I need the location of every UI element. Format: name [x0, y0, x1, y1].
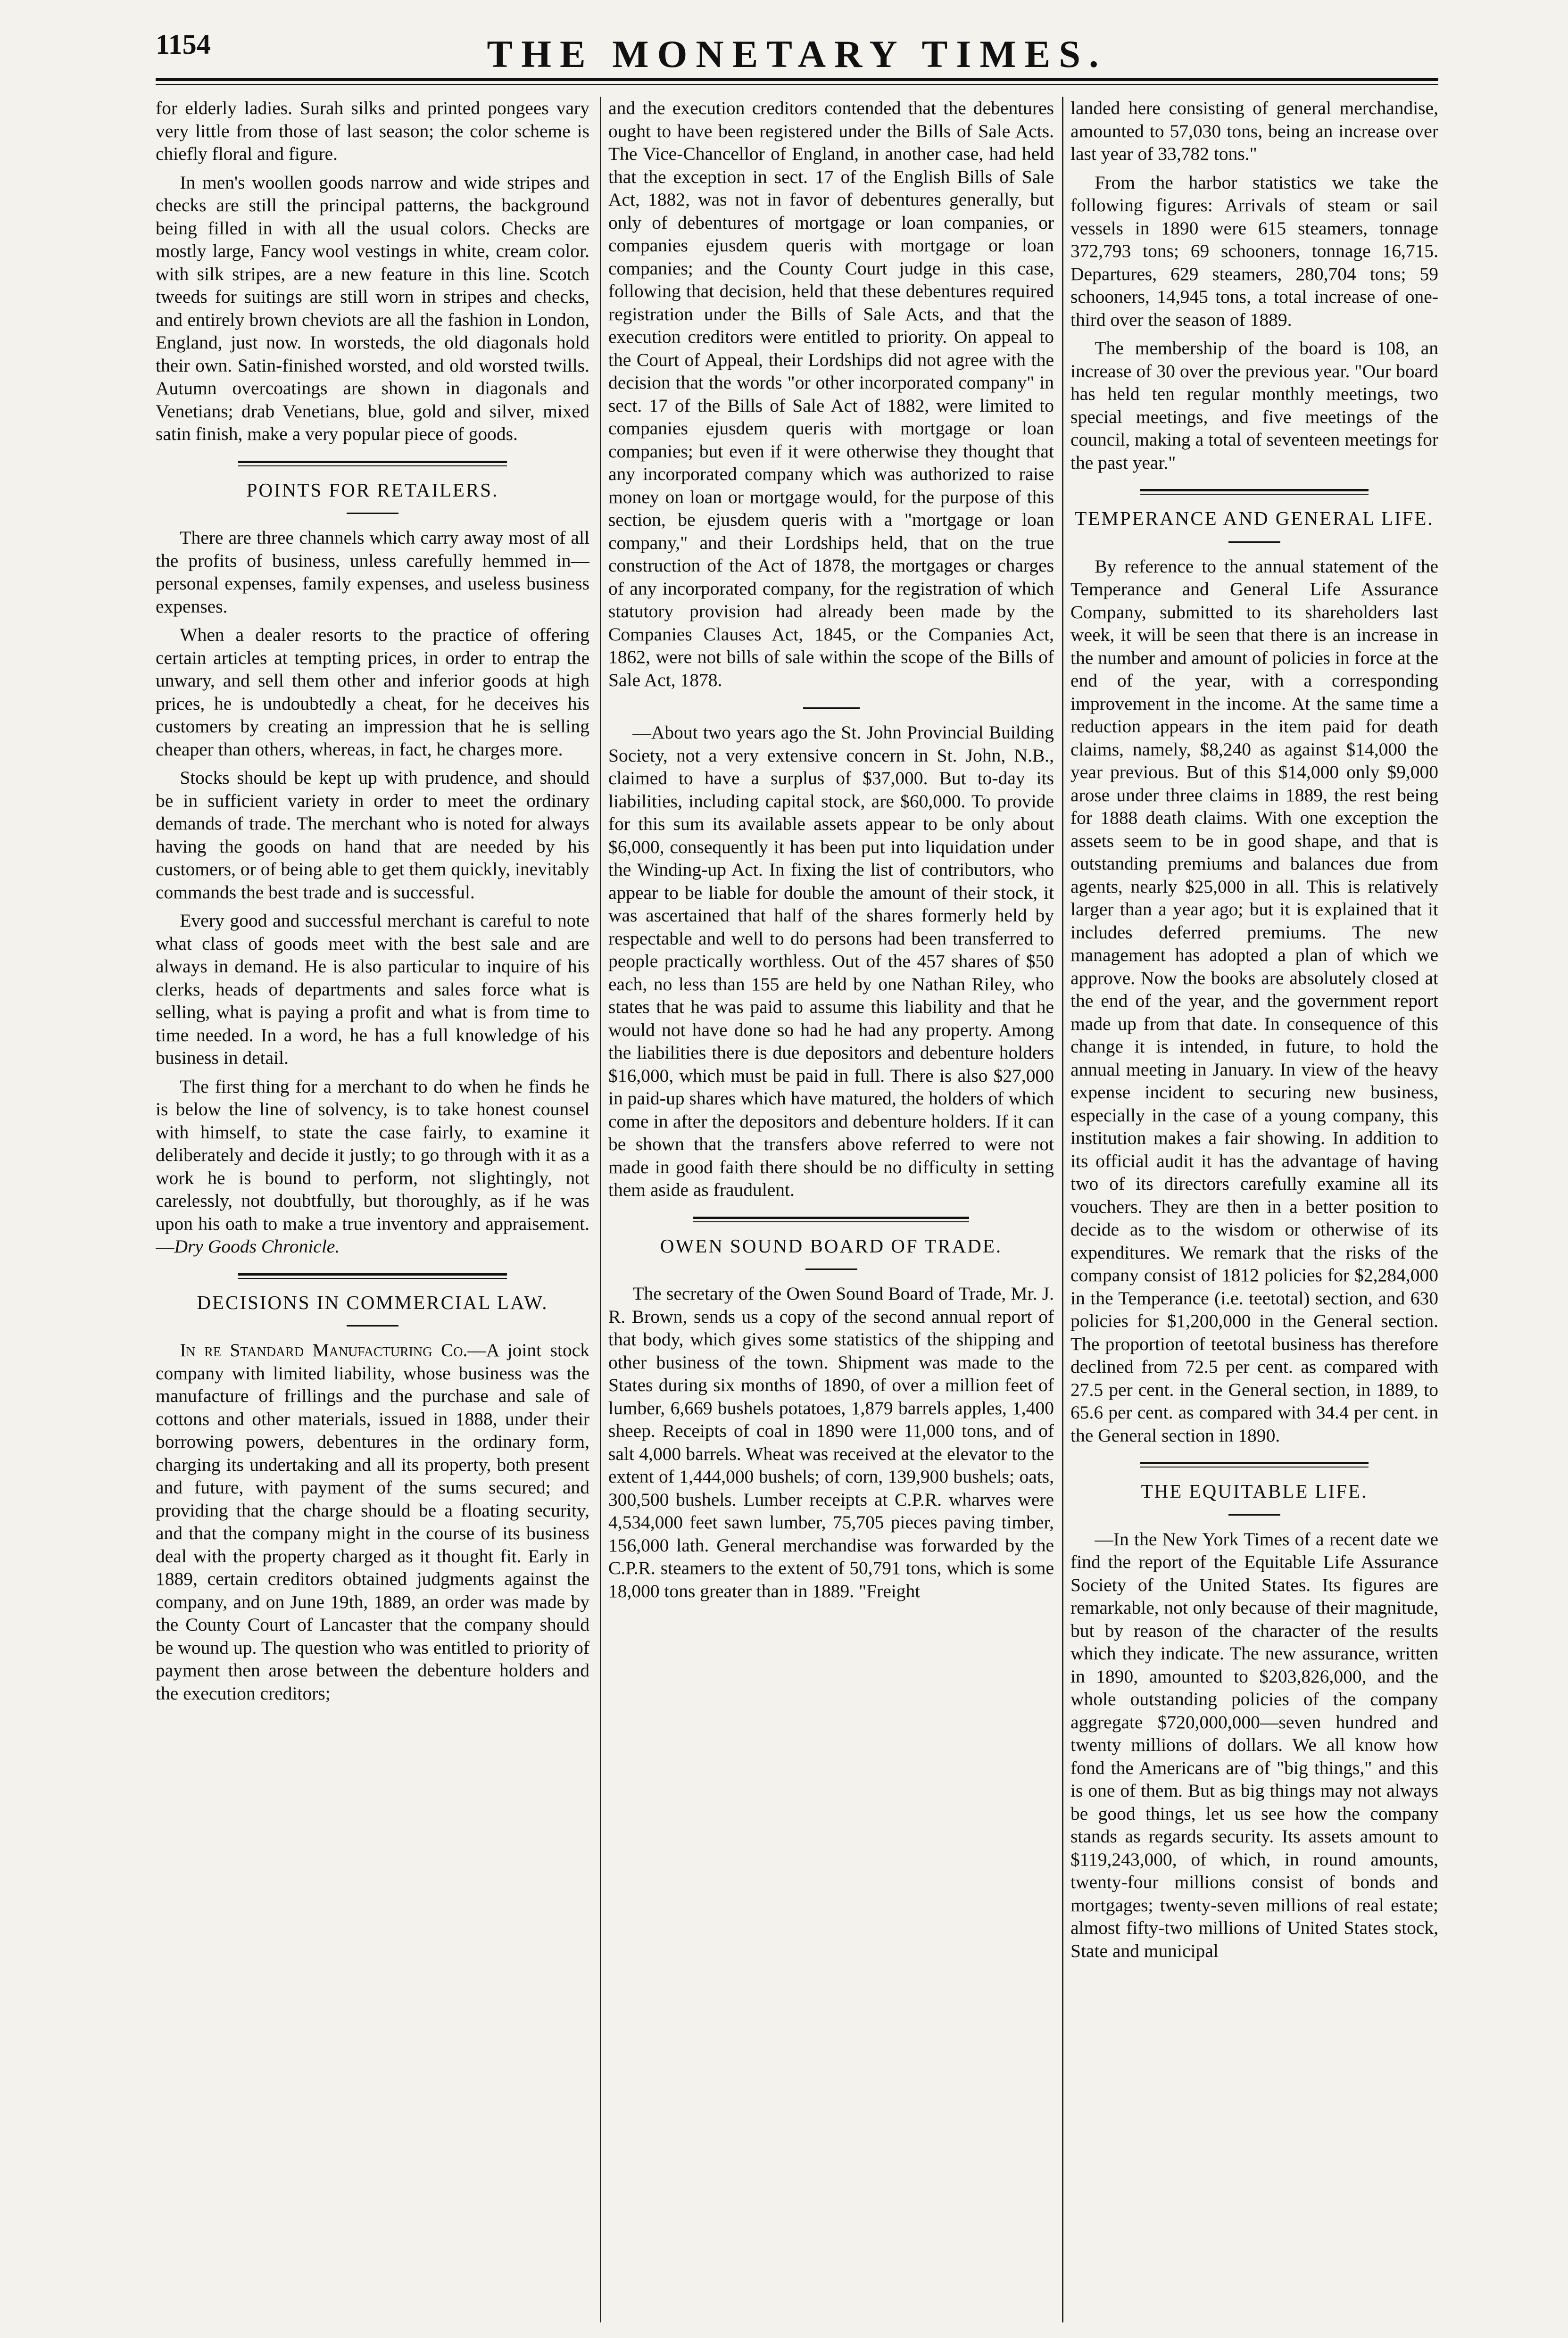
paragraph: From the harbor statistics we take the following figures: Arrivals of steam or sail vessels in 1890 were 615 steamers, tonnage 372,793 tons; 69 schooners, tonnage 16,715. Departures, 629 steamers, 280,704 tons; 59 schooners, 14,945 tons, a total increase of one-third over the season of 1889. — [1070, 172, 1438, 330]
column-divider — [600, 97, 601, 2322]
headline-the-equitable-life: THE EQUITABLE LIFE. — [1141, 1480, 1368, 1502]
section-separator — [238, 1273, 507, 1279]
page-number: 1154 — [156, 29, 211, 60]
journal-title: THE MONETARY TIMES. — [487, 33, 1107, 75]
paragraph — [156, 1339, 589, 1705]
headline-rule — [805, 1268, 857, 1270]
headline-decisions-in-commercial-law: DECISIONS IN COMMERCIAL LAW. — [197, 1291, 548, 1313]
section-separator — [1140, 1462, 1369, 1467]
column-divider — [1062, 97, 1063, 2322]
section-separator — [1140, 489, 1369, 495]
paragraph: By reference to the annual statement of the Temperance and General Life Assurance Company, submitted to its shareholders last week, it will be seen that there is an increase in the number and amount of policies in force at the end of the year, with a corresponding improvement in the income. At the same time a reduction appears in the item paid for death claims, namely, $8,240 as against $14,000 the year previous. But of this $14,000 only $9,000 arose under three claims in 1889, the rest being for 1888 death claims. With one exception the assets seem to be in good shape, and that is outstanding premiums and balances due from agents, nearly $25,000 in all. This is relatively larger than a year ago; but it is explained that it includes deferred premiums. The new management has adopted a plan of which we approve. Now the books are absolutely closed at the end of the year, and the government report made up from that date. In consequence of this change it is intended, in future, to hold the annual meeting in January. In view of the heavy expense incident to securing new business, especially in the case of a young company, this institution makes a fair showing. In addition to its official audit it has the advantage of having two of its directors carefully examine all its vouchers. They are then in a better position to decide as to the wisdom or otherwise of its expenditures. We remark that the risks of the company consist of 1812 policies for $2,284,000 in the Temperance (i.e. teetotal) section, and 630 policies for $1,200,000 in the General section. The proportion of teetotal business has therefore declined from 72.5 per cent. as compared with 27.5 per cent. in the General section, in 1889, to 65.6 per cent. as compared with 34.4 per cent. in the General section in 1890. — [1070, 555, 1438, 1446]
paragraph: —About two years ago the St. John Provincial Building Society, not a very extensive concern in St. John, N.B., claimed to have a surplus of $37,000. But to-day its liabilities, including capital stock, are $60,000. To provide for this sum its available assets appear to be only about $6,000, consequently it has been put into liquidation under the Winding-up Act. In fixing the list of contributors, who appear to be liable for double the amount of their stock, it was ascertained that half of the shares formerly held by respectable and well to do persons had been transferred to people practically worthless. Out of the 457 shares of $50 each, no less than 155 are held by one Nathan Riley, who states that he was paid to assume this liability and that he would not have done so had he had any property. Among the liabilities there is due depositors and debenture holders $16,000, which must be paid in full. There is also $27,000 in paid-up shares which have matured, the holders of which come in after the depositors and debenture holders. If it can be shown that the transfers above referred to were not made in good faith there should be no difficulty in setting them aside as fraudulent. — [608, 722, 1054, 1200]
headline-rule — [347, 513, 398, 514]
paragraph: Every good and successful merchant is careful to note what class of goods meet with the best sale and are always in demand. He is also particular to inquire of his clerks, heads of departments and sales force what is selling, what is paying a profit and what is from time to time needed. In a word, he has a full knowledge of his business in detail. — [156, 910, 589, 1068]
paragraph: In men's woollen goods narrow and wide stripes and checks are still the principal patterns, the background being filled in with all the usual colors. Checks are mostly large, Fancy wool vestings in white, cream color. with silk stripes, are a new feature in this line. Scotch tweeds for suitings are still worn in stripes and checks, and entirely brown cheviots are all the fashion in London, England, just now. In worsteds, the old diagonals hold their own. Satin-finished worsted, and old worsted twills. Autumn overcoatings are shown in diagonals and Venetians; drab Venetians, blue, gold and silver, mixed satin finish, make a very popular piece of goods. — [156, 172, 589, 444]
paragraph-text: —A joint stock company with limited liability, whose business was the manufacture of frillings and the purchase and sale of cottons and other materials, issued in 1888, under their borrowing powers, debentures in the ordinary form, charging its undertaking and all its property, both present and future, with payment of the sums secured; and providing that the charge should be a floating security, and that the company might in the course of its business deal with the property charged as it thought fit. Early in 1889, certain creditors obtained judgments against the company, and on June 19th, 1889, an order was made by the County Court of Lancaster that the company should be wound up. The question who was entitled to priority of payment then arose between the debenture holders and the execution creditors; — [156, 1340, 589, 1704]
headline-owen-sound-board-of-trade: OWEN SOUND BOARD OF TRADE. — [660, 1235, 1003, 1257]
section-separator — [238, 461, 507, 466]
headline-rule — [1228, 1514, 1280, 1516]
header-rule — [156, 78, 1438, 85]
column-3 — [1070, 97, 1438, 2322]
column-2 — [608, 97, 1054, 2322]
paragraph: The membership of the board is 108, an increase of 30 over the previous year. "Our board has held ten regular monthly meetings, two special meetings, and five meetings of the council, making a total of seventeen meetings for the past year." — [1070, 338, 1438, 473]
masthead — [156, 19, 1438, 75]
paragraph: for elderly ladies. Surah silks and printed pongees vary very little from those of last season; the color scheme is chiefly floral and figure. — [156, 98, 589, 164]
headline-points-for-retailers: POINTS FOR RETAILERS. — [246, 479, 499, 501]
article-separator — [803, 707, 860, 709]
paragraph-text: The first thing for a merchant to do when he finds he is below the line of solvency, is to take honest counsel with himself, to state the case fairly, to examine it deliberately and decide it justly; to go through with it as a work he is bound to perform, not slightingly, not carelessly, not doubtfully, but thoroughly, as if he was upon his oath to make a true inventory and appraisement.— — [156, 1076, 589, 1257]
paragraph: landed here consisting of general merchandise, amounted to 57,030 tons, being an increase over last year of 33,782 tons." — [1070, 98, 1438, 164]
paragraph: and the execution creditors contended that the debentures ought to have been registered under the Bills of Sale Acts. The Vice-Chancellor of England, in another case, had held that the exception in sect. 17 of the English Bills of Sale Act, 1882, was not in favor of debentures generally, but only of debentures of mortgage or loan companies, or companies ejusdem queris with mortgage or loan companies; and the County Court judge in this case, following that decision, held that these debentures required registration under the Bills of Sale Acts, and that the execution creditors were entitled to priority. On appeal to the Court of Appeal, their Lordships did not agree with the decision that the words "or other incorporated company" in sect. 17 of the Bills of Sale Act of 1882, were limited to companies ejusdem queris with mortgage or loan companies; but even if it were otherwise they thought that any incorporated company which was authorized to raise money on loan or mortgage would, for the purpose of this section, be ejusdem queris with a "mortgage or loan company," and their Lordships held, that on the true construction of the Act of 1878, the mortgages or charges of any incorporated company, for the registration of which statutory provision had already been made by the Companies Clauses Act, 1845, or the Companies Act, 1862, were not bills of sale within the scope of the Bills of Sale Act, 1878. — [608, 98, 1054, 690]
headline-temperance-and-general-life: TEMPERANCE AND GENERAL LIFE. — [1075, 507, 1434, 529]
paragraph: When a dealer resorts to the practice of offering certain articles at tempting prices, in order to entrap the unwary, and sell them other and inferior goods at high prices, he is undoubtedly a cheat, for he deceives his customers by creating an impression that he is selling cheaper than others, whereas, in fact, he charges more. — [156, 624, 589, 760]
headline-rule — [347, 1325, 398, 1327]
column-1 — [156, 97, 589, 2322]
case-title: In re Standard Manufacturing Co. — [180, 1340, 468, 1360]
headline-rule — [1228, 541, 1280, 543]
paragraph — [156, 1075, 589, 1258]
source-credit: Dry Goods Chronicle. — [174, 1236, 340, 1257]
paragraph: —In the New York Times of a recent date we find the report of the Equitable Life Assurance Society of the United States. Its figures are remarkable, not only because of their magnitude, but by reason of the character of the results which they indicate. The new assurance, written in 1890, amounted to $203,826,000, and the whole outstanding policies of the company aggregate $720,000,000—seven hundred and twenty millions of dollars. We all know how fond the Americans are of "big things," and this is one of them. But as big things may not always be good things, let us see how the company stands as regards security. Its assets amount to $119,243,000, of which, in round amounts, twenty-four millions consist of bonds and mortgages; twenty-seven millions of real estate; almost fifty-two millions of United States stock, State and municipal — [1070, 1528, 1438, 1961]
paragraph: There are three channels which carry away most of all the profits of business, unless carefully hemmed in—personal expenses, family expenses, and useless business expenses. — [156, 527, 589, 617]
paragraph: The secretary of the Owen Sound Board of Trade, Mr. J. R. Brown, sends us a copy of the second annual report of that body, which gives some statistics of the shipping and other business of the town. Shipment was made to the States during six months of 1890, of over a million feet of lumber, 6,669 bushels potatoes, 1,879 barrels apples, 1,400 sheep. Receipts of coal in 1890 were 11,000 tons, and of salt 4,000 barrels. Wheat was received at the elevator to the extent of 1,444,000 bushels; of corn, 139,900 bushels; oats, 300,500 bushels. Lumber receipts at C.P.R. wharves were 4,534,000 feet sawn lumber, 75,705 pieces paving timber, 156,000 lath. General merchandise was forwarded by the C.P.R. steamers to the extent of 50,791 tons, which is some 18,000 tons greater than in 1889. "Freight — [608, 1283, 1054, 1601]
section-separator — [693, 1217, 970, 1222]
paragraph: Stocks should be kept up with prudence, and should be in sufficient variety in order to meet the ordinary demands of trade. The merchant who is noted for always having the goods on hand that are needed by his customers, or of being able to get them quickly, inevitably commands the best trade and is successful. — [156, 767, 589, 903]
